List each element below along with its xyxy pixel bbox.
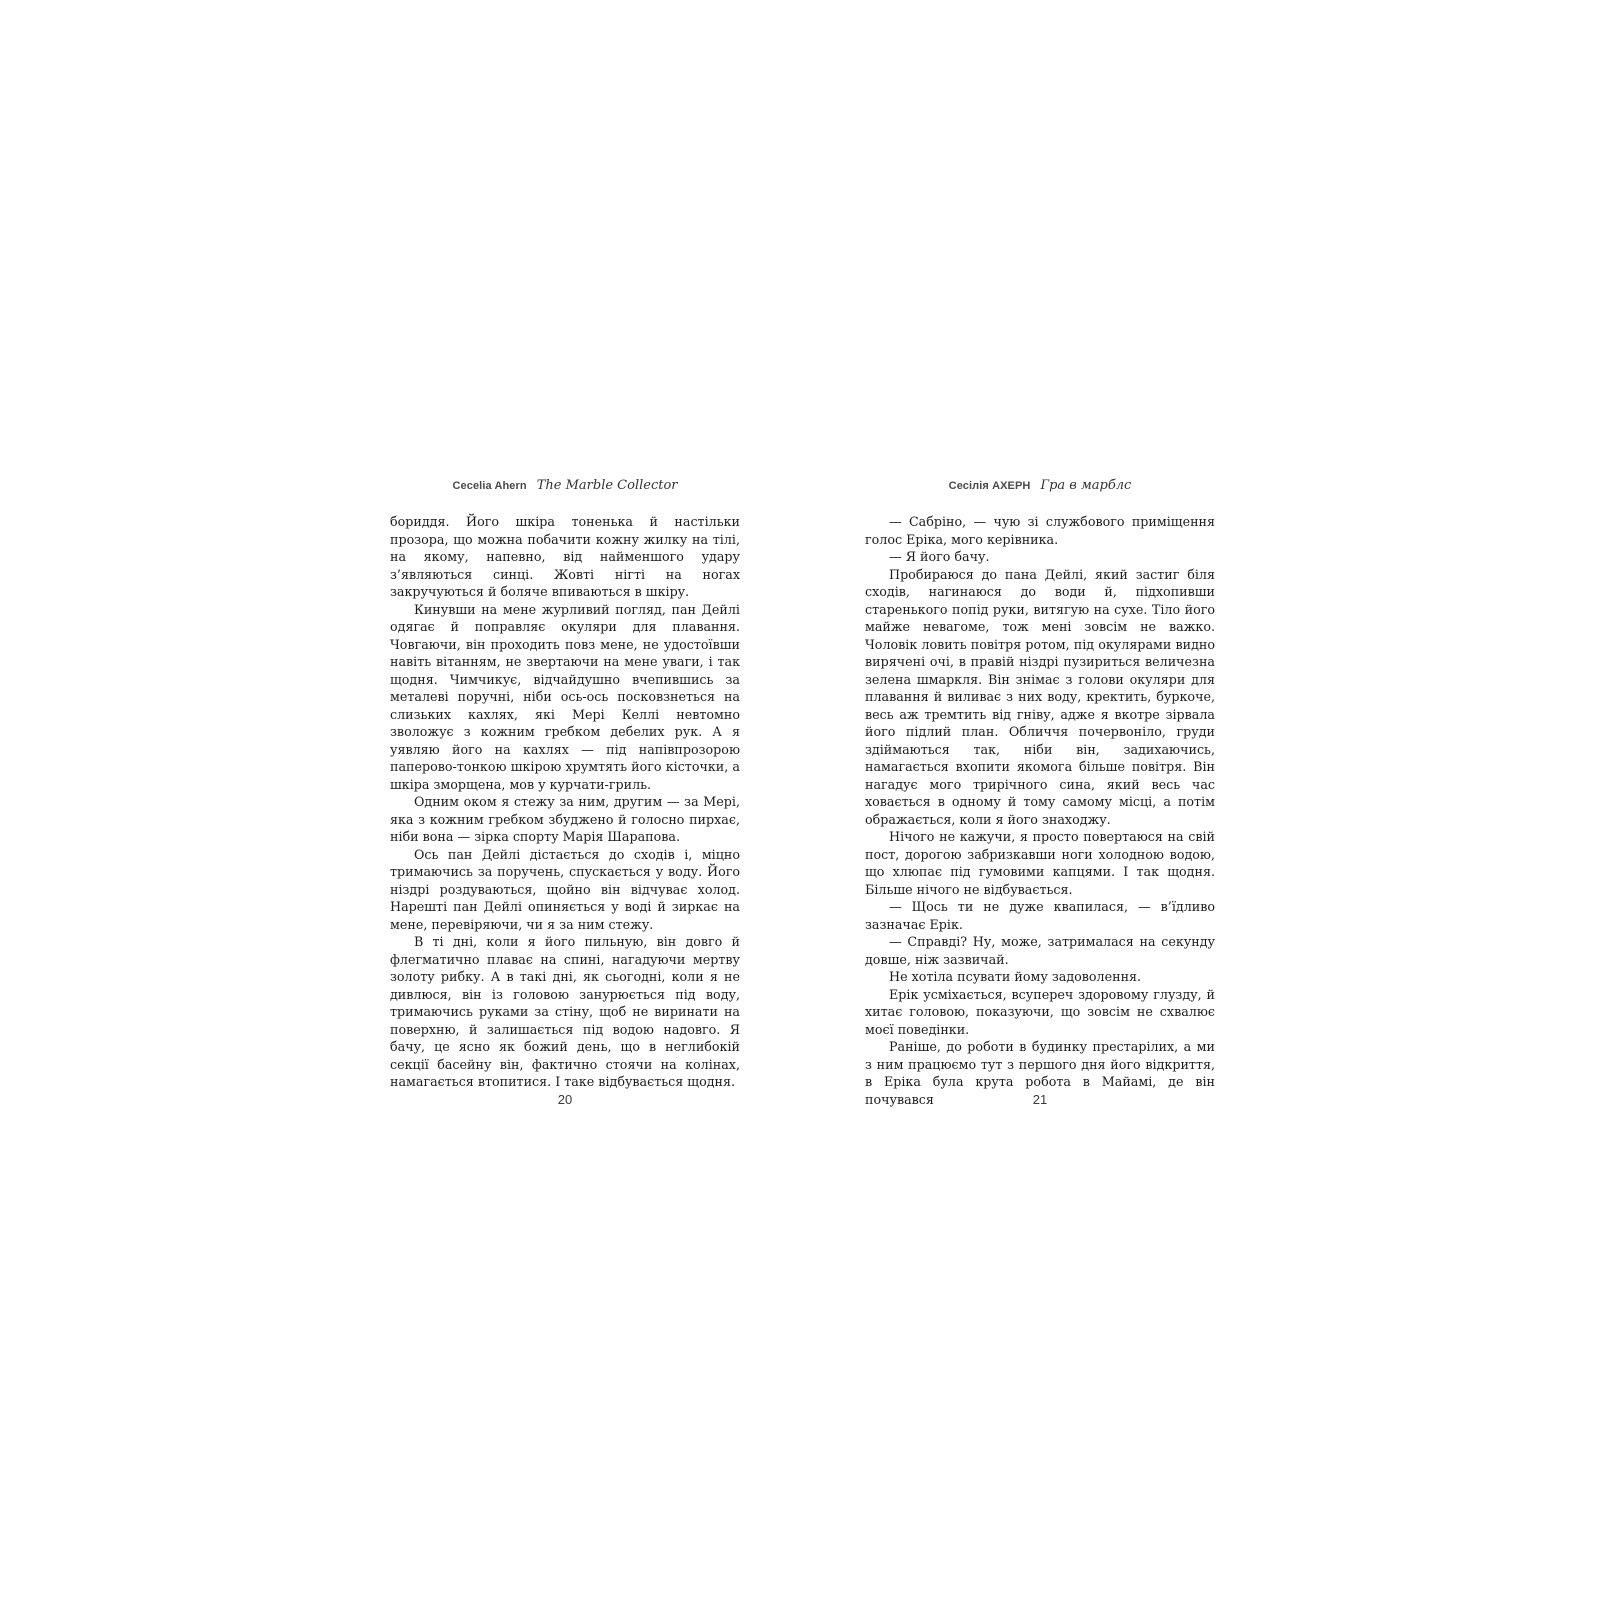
paragraph: Раніше, до роботи в будинку престарілих, а ми з ним працюємо тут з першого дня його відкриття, в Еріка була крута робота в Майамі, де він почувався: [865, 1039, 1215, 1107]
paragraph: — Щось ти не дуже квапилася, — в’їдливо зазначає Ерік.: [865, 899, 1215, 932]
paragraph: — Сабріно, — чую зі службового приміщення голос Еріка, мого керівника.: [865, 514, 1215, 547]
paragraph: В ті дні, коли я його пильную, він довго й флегматично плаває на спині, нагадуючи мертву золоту рибку. А в такі дні, як сьогодні, коли я не дивлюся, він із головою занурюється під воду, тримаючись руками за стіну, щоб не виринати на поверхню, й залишається під водою надовго. Я бачу, це ясно як божий день, що в неглибокій секції басейну він, фактично стоячи на колінах, намагається втопитися. І таке відбувається щодня.: [390, 934, 740, 1089]
paragraph: Нічого не кажучи, я просто повертаюся на свій пост, дорогою забризкавши ноги холодною водою, що хлюпає під гумовими капцями. І так щодня. Більше нічого не відбувається.: [865, 829, 1215, 897]
left-page: [390, 478, 740, 1107]
paragraph: Одним оком я стежу за ним, другим — за Мері, яка з кожним гребком збуджено й голосно пирхає, ніби вона — зірка спорту Марія Шарапова.: [390, 794, 740, 844]
paragraph: — Справді? Ну, може, затрималася на секунду довше, ніж зазвичай.: [865, 934, 1215, 967]
paragraph: Не хотіла псувати йому задоволення.: [889, 969, 1142, 984]
body-text: [865, 513, 1215, 1108]
paragraph: бориддя. Його шкіра тоненька й настільки прозора, що можна побачити кожну жилку на тілі, на якому, напевно, від найменшого удару з’являються синці. Жовті нігті на ногах закручуються й боляче впиваються в шкіру.: [390, 514, 740, 599]
running-head: [390, 478, 740, 506]
paragraph: — Я його бачу.: [889, 549, 990, 564]
right-page: [865, 478, 1215, 1108]
book-title: Гра в марблс: [1040, 478, 1132, 493]
running-head: [865, 478, 1215, 506]
page-number: 20: [557, 1092, 573, 1107]
page-number: 21: [1032, 1092, 1048, 1107]
paragraph: Ось пан Дейлі дістається до сходів і, міцно тримаючись за поручень, спускається у воду. Його ніздрі роздуваються, щойно він відчуває холод. Нарешті пан Дейлі опиняється у воді й зиркає на мене, перевіряючи, чи я за ним стежу.: [390, 846, 740, 932]
author-name: Сесілія АХЕРН: [948, 480, 1031, 492]
paragraph: Ерік усміхається, всупереч здоровому глузду, й хитає головою, показуючи, що зовсім не схвалює моєї поведінки.: [865, 986, 1215, 1037]
paragraph: Кинувши на мене журливий погляд, пан Дейлі одягає й поправляє окуляри для плавання. Човгаючи, він проходить повз мене, не удостоївши навіть вітанням, не звертаючи на мене уваги, і так щодня. Чимчикує, відчайдушно вчепившись за металеві поручні, ніби ось-ось посковзнеться на слизьких кахлях, які Мері Келлі невтомно зволожує з кожним гребком дебелих рук. А я уявляю його на кахлях — під напівпрозорою паперово-тонкою шкірою хрумтять його кісточки, а шкіра зморщена, мов у курчати-гриль.: [390, 601, 740, 792]
body-text: [390, 513, 740, 1091]
book-title: The Marble Collector: [536, 478, 678, 493]
author-name: Cecelia Ahern: [452, 480, 527, 492]
paragraph: Пробираюся до пана Дейлі, який застиг біля сходів, нагинаюся до води й, підхопивши старенького попід руки, витягую на сухе. Тіло його майже невагоме, тож мені зовсім не важко. Чоловік ловить повітря ротом, під окулярами видно вирячені очі, в правій ніздрі пузириться величезна зелена шмаркля. Він знімає з голови окуляри для плавання й виливає з них воду, кректить, буркоче, весь аж тремтить від гніву, адже я вкотре зірвала його підлий план. Обличчя почервоніло, груди здіймаються так, ніби він, задихаючись, намагається вхопити якомога більше повітря. Він нагадує мого трирічного сина, який весь час ховається в одному й тому самому місці, а потім ображається, коли я його знаходжу.: [865, 566, 1215, 827]
